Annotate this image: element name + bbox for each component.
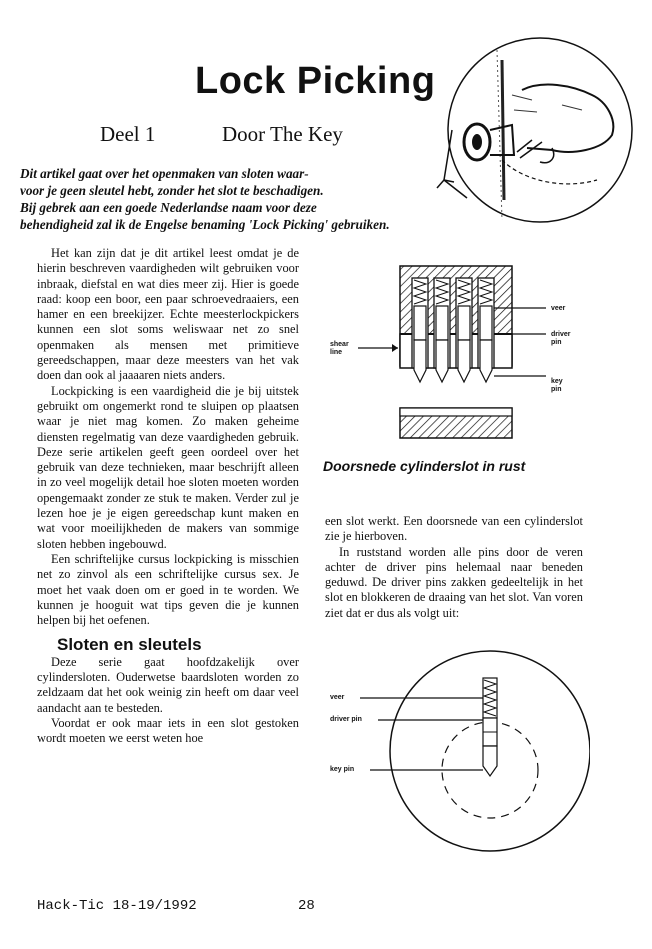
label-pin: pin [551,386,562,393]
intro-line: Dit artikel gaat over het openmaken van sloten waar- [20,166,309,181]
page-number: 28 [298,898,315,914]
paragraph: Het kan zijn dat je dit artikel leest omdat je de hierin beschreven vaardigheden wilt gebruiken voor inbraak, diefstal en wat dies meer zij. Hier is goede raad: koop een boor, een paar schroevedraaiers, een hamer en een breekijzer. Echte meesterlockpickers kunnen een slot soms weliswaar net zo snel openmaken als mensen met primitieve gereedschappen, maar deze meesters van het vak doen dan ook al jaaaaren niets anders. [37,246,299,383]
figure-caption: Doorsnede cylinderslot in rust [323,458,526,474]
label-pin: pin [551,339,562,346]
label-driver: driver [551,331,571,338]
label-veer: veer [330,694,345,701]
paragraph: In ruststand worden alle pins door de veren achter de driver pins helemaal naar beneden geduwd. De driver pins zakken gedeeltelijk in het slot en blokkeren de draaing van het slot. Van voren ziet dat er dus als volgt uit: [325,544,583,620]
label-key: key [551,378,563,385]
cylinder-front-view-diagram [322,648,590,854]
cylinder-cross-section-diagram [318,258,588,448]
right-column [325,514,583,621]
part-label: Deel 1 [100,122,156,146]
paragraph: een slot werkt. Een doorsnede van een cylinderslot zie je hierboven. [325,514,583,544]
label-shear: shear [330,341,349,348]
section-heading: Sloten en sleutels [57,635,202,655]
paragraph: Deze serie gaat hoofdzakelijk over cylindersloten. Ouderwetse baardsloten worden zo zeldzaam dat het ook weinig zin heeft om daar veel aandacht aan te besteden. [37,654,299,715]
label-line: line [330,349,343,356]
intro-line: Bij gebrek aan een goede Nederlandse naam voor deze [20,200,317,215]
paragraph: Lockpicking is een vaardigheid die je bij uitstek gebruikt om ongemerkt rond te sluipen op plaatsen waar je niet mag komen. Zo maken geheime diensten regelmatig van deze vaardigheden gebruik. Deze serie artikelen geeft geen oordeel over het gebruik van deze technieken, maar beschrijft alleen in zo veel mogelijk detail hoe sloten moeten worden opengemaakt zonder ze stuk te maken. Verder zul je lezen hoe je je eigen gereedschap kunt maken en wat voor moeilijkheden de makers van sommige sloten hebben ingebouwd. [37,383,299,551]
left-column [37,246,299,747]
paragraph: Een schriftelijke cursus lockpicking is misschien net zo zinvol als een schriftelijke cursus sex. Je moet het vaak doen om er goed in te worden. We kunnen je hooguit wat tips geven die je kunnen helpen bij het oefenen. [37,551,299,628]
paragraph: Voordat er ook maar iets in een slot gestoken wordt moeten we eerst weten hoe [37,715,299,746]
label-key-pin: key pin [330,766,355,773]
intro-text [20,165,500,233]
label-driver-pin: driver pin [330,716,362,723]
publication-footer: Hack-Tic 18-19/1992 [37,898,197,914]
label-veer: veer [551,305,566,312]
intro-line: voor je geen sleutel hebt, zonder het slot te beschadigen. [20,183,324,198]
author-byline: Door The Key [222,122,343,146]
article-title: Lock Picking [195,60,436,102]
intro-line: behendigheid zal ik de Engelse benaming 'Lock Picking' gebruiken. [20,217,390,232]
